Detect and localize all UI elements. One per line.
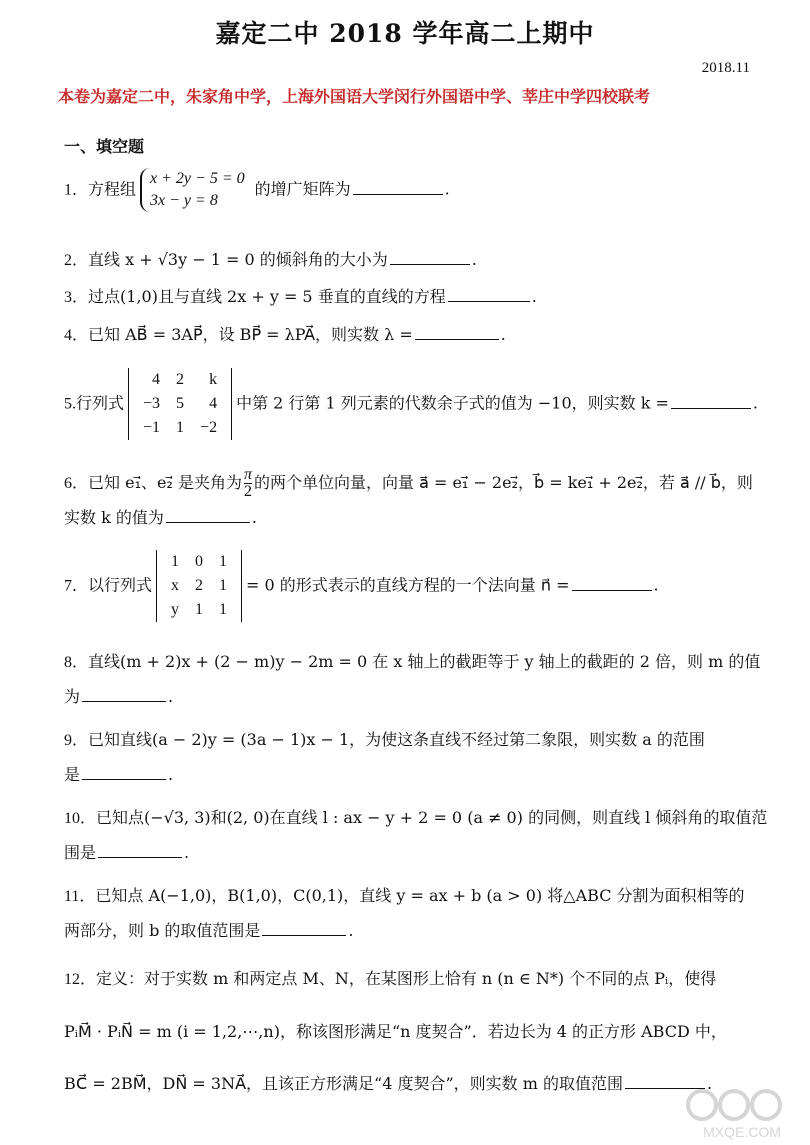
question-number: 2． — [64, 252, 89, 269]
question-8 — [64, 645, 761, 714]
section-heading: 一、填空题 — [64, 137, 145, 156]
answer-blank[interactable] — [82, 761, 166, 780]
determinant-cell: 1 — [219, 577, 228, 594]
determinant-cell: 1 — [219, 553, 228, 570]
answer-blank[interactable] — [572, 572, 652, 591]
period: . — [752, 393, 759, 413]
question-4 — [64, 318, 754, 353]
period: . — [707, 1074, 713, 1093]
question-text: 已知直线(a − 2)y = (3a − 1)x − 1，为使这条直线不经过第二象限，则实数 a 的范围 — [88, 730, 705, 749]
question-text: 过点(1,0)且与直线 2x + y = 5 垂直的直线的方程 — [88, 287, 446, 306]
question-text: 中第 2 行第 1 列元素的代数余子式的值为 −10，则实数 k = — [236, 393, 669, 413]
question-text: PᵢM⃗ · PᵢN⃗ = m (i = 1,2,⋯,n)，称该图形满足“n 度契合”．若边长为 4 的正方形 ABCD 中， — [64, 1022, 727, 1041]
equation-system — [140, 168, 251, 212]
determinant-cell: 1 — [219, 601, 228, 618]
question-2 — [64, 243, 754, 278]
question-text: 行列式 — [76, 393, 125, 413]
period: . — [531, 287, 537, 306]
determinant-cell: 5 — [176, 395, 185, 412]
period: . — [444, 179, 450, 199]
question-12 — [64, 953, 754, 1110]
determinant-cell: 1 — [171, 553, 180, 570]
answer-blank[interactable] — [415, 321, 499, 340]
question-number: 4． — [64, 327, 89, 344]
question-number: 12． — [64, 971, 97, 988]
question-9 — [64, 723, 754, 792]
question-number: 7． — [64, 577, 89, 595]
question-number: 6． — [64, 475, 89, 492]
determinant-cell: −3 — [143, 395, 161, 412]
question-text: BC⃗ = 2BM⃗，DN⃗ = 3NA⃗，且该正方形满足“4 度契合”，则实数 m 的取值范围 — [64, 1074, 624, 1093]
question-number: 5. — [64, 395, 76, 413]
period: . — [500, 325, 506, 344]
question-6 — [64, 466, 754, 535]
determinant-cell: x — [171, 577, 180, 594]
question-number: 9． — [64, 732, 89, 749]
answer-blank[interactable] — [671, 390, 751, 409]
determinant-cell: y — [171, 601, 180, 618]
question-text: 已知点 A(−1,0)，B(1,0)，C(0,1)，直线 y = ax + b (a > 0) 将△ABC 分割为面积相等的 — [95, 886, 745, 905]
determinant-cell: 0 — [195, 553, 204, 570]
denominator: 2 — [243, 483, 252, 500]
numerator: π — [243, 466, 252, 483]
question-text: 已知 AB⃗ = 3AP⃗，设 BP⃗ = λPA⃗，则实数 λ = — [88, 325, 413, 344]
answer-blank[interactable] — [448, 283, 530, 302]
determinant-cell: −1 — [143, 419, 161, 436]
fraction — [244, 467, 252, 500]
equation-2: 3x − y = 8 — [150, 192, 218, 209]
question-number: 1． — [64, 181, 89, 199]
question-10 — [64, 801, 768, 870]
question-7 — [64, 550, 754, 622]
determinant-cell: 2 — [176, 371, 185, 388]
determinant — [156, 550, 242, 622]
question-text: 直线(m + 2)x + (2 − m)y − 2m = 0 在 x 轴上的截距等于 y 轴上的截距的 2 倍，则 m 的值 — [88, 652, 761, 671]
determinant-cell: 1 — [176, 419, 185, 436]
exam-date: 2018.11 — [701, 60, 750, 76]
question-text: 是 — [64, 765, 81, 784]
determinant-cell: 4 — [152, 371, 161, 388]
question-text: 的增广矩阵为 — [254, 179, 351, 199]
determinant-cell: 4 — [209, 395, 218, 412]
watermark-text: MXQE.COM — [703, 1124, 781, 1140]
determinant — [128, 368, 232, 440]
period: . — [251, 508, 257, 527]
question-text: 已知 e₁⃗、e₂⃗ 是夹角为 — [88, 473, 242, 492]
question-11 — [64, 879, 754, 948]
question-number: 3． — [64, 289, 89, 306]
period: . — [168, 687, 174, 706]
period: . — [168, 765, 174, 784]
question-text: 直线 x + √3y − 1 = 0 的倾斜角的大小为 — [88, 250, 388, 269]
question-number: 11． — [64, 888, 96, 905]
answer-blank[interactable] — [353, 176, 443, 195]
answer-blank[interactable] — [262, 917, 346, 936]
period: . — [184, 843, 190, 862]
determinant-cell: 1 — [195, 601, 204, 618]
question-text: 为 — [64, 687, 81, 706]
question-text: 的两个单位向量，向量 a⃗ = e₁⃗ − 2e₂⃗，b⃗ = ke₁⃗ + 2e₂⃗，若 a⃗ // b⃗，则 — [253, 473, 753, 492]
answer-blank[interactable] — [82, 683, 166, 702]
question-number: 8． — [64, 654, 89, 671]
period: . — [471, 250, 477, 269]
period: . — [348, 921, 354, 940]
question-text: 围是 — [64, 843, 97, 862]
question-1 — [64, 168, 754, 212]
question-text: = 0 的形式表示的直线方程的一个法向量 n⃗ = — [246, 575, 570, 595]
question-5 — [64, 368, 759, 440]
period: . — [653, 575, 659, 595]
watermark-circle-icon — [688, 1091, 716, 1119]
watermark-circle-icon — [720, 1091, 748, 1119]
answer-blank[interactable] — [98, 839, 182, 858]
question-text: 已知点(−√3, 3)和(2, 0)在直线 l : ax − y + 2 = 0 (a ≠ 0) 的同侧，则直线 l 倾斜角的取值范 — [96, 808, 768, 827]
watermark-logo — [682, 1081, 802, 1141]
answer-blank[interactable] — [390, 246, 470, 265]
determinant-cell: 2 — [195, 577, 204, 594]
determinant-cell: −2 — [200, 419, 218, 436]
question-number: 10． — [64, 810, 97, 827]
answer-blank[interactable] — [166, 504, 250, 523]
question-text: 两部分，则 b 的取值范围是 — [64, 921, 261, 940]
determinant-cell: k — [209, 371, 218, 388]
question-3 — [64, 280, 754, 315]
exam-title: 嘉定二中 2018 学年高二上期中 — [215, 19, 595, 48]
question-text: 方程组 — [88, 179, 137, 199]
question-text: 实数 k 的值为 — [64, 508, 164, 527]
watermark-circle-icon — [752, 1091, 780, 1119]
question-text: 定义：对于实数 m 和两定点 M、N，在某图形上恰有 n (n ∈ N*) 个不同的点 Pᵢ，使得 — [96, 969, 717, 988]
joint-exam-banner: 本卷为嘉定二中，朱家角中学，上海外国语大学闵行外国语中学、莘庄中学四校联考 — [58, 87, 651, 106]
question-text: 以行列式 — [88, 575, 153, 595]
equation-1: x + 2y − 5 = 0 — [150, 170, 245, 187]
